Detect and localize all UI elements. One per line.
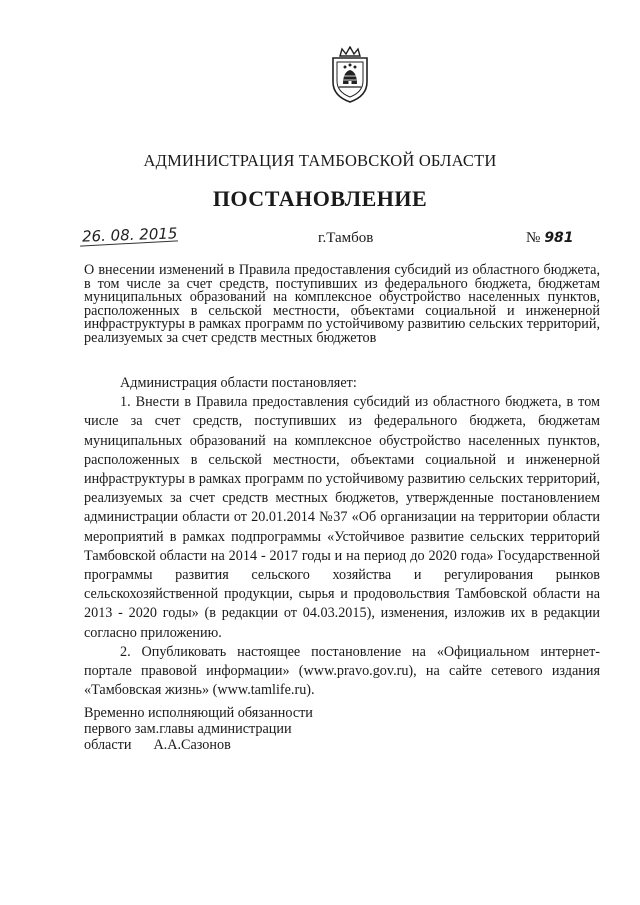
signature-line-2: первого зам.главы администрации [84,721,292,737]
document-type-title: ПОСТАНОВЛЕНИЕ [212,186,428,211]
number-value: 981 [544,230,574,246]
body-point-1: 1. Внести в Правила предоставления субсидий из областного бюджета, в том числе за счет средств, поступивших из федерального бюджета, бюджетам муниципальных образований на комплексное обустройство населенных пунктов, расположенных в сельской местности, объектами социальной и инженерной инфраструктуры в рамках программ по устойчивому развитию сельских территорий, реализуемых за счет средств местных бюджетов, утвержденные постановлением администрации области от 20.01.2014 №37 «Об организации на территории области мероприятий в рамках подпрограммы «Устойчивое развитие сельских территорий Тамбовской области на 2014 - 2017 годы и на период до 2020 года» Государственной программы развития сельского хозяйства и регулирования рынков сельскохозяйственной продукции, сырья и продовольствия Тамбовской области на 2013 - 2020 годы» (в редакции от 04.03.2015), изменения, изложив их в редакции согласно приложению. [84,394,600,641]
document-number [526,230,574,247]
coat-of-arms-icon [328,46,372,104]
body-preamble: Администрация области постановляет: [120,375,357,391]
body-point-2: 2. Опубликовать настоящее постановление на «Официальном интернет-портале правовой информации» (www.pravo.gov.ru), на сайте сетевого издания «Тамбовская жизнь» (www.tamlife.ru). [84,643,600,699]
signature-line-1: Временно исполняющий обязанности [84,705,313,721]
document-body [84,374,600,700]
signatory-name: А.А.Сазонов [153,737,231,753]
signature-position: области [84,737,132,753]
document-subject: О внесении изменений в Правила предоставления субсидий из областного бюджета, в том числе за счет средств, поступивших из федерального бюджета, бюджетам муниципальных образований на комплексное обустройство населенных пунктов, расположенных в сельской местности, объектами социальной и инженерной инфраструктуры в рамках программ по устойчивому развитию сельских территорий, реализуемых за счет средств местных бюджетов [84,262,600,346]
document-date: 26. 08. 2015 [81,224,178,246]
signature-line-3 [84,737,384,753]
signature-block [84,705,384,753]
number-prefix: № [526,230,541,246]
organization-title: АДМИНИСТРАЦИЯ ТАМБОВСКОЙ ОБЛАСТИ [143,151,497,170]
document-city: г.Тамбов [318,230,374,246]
